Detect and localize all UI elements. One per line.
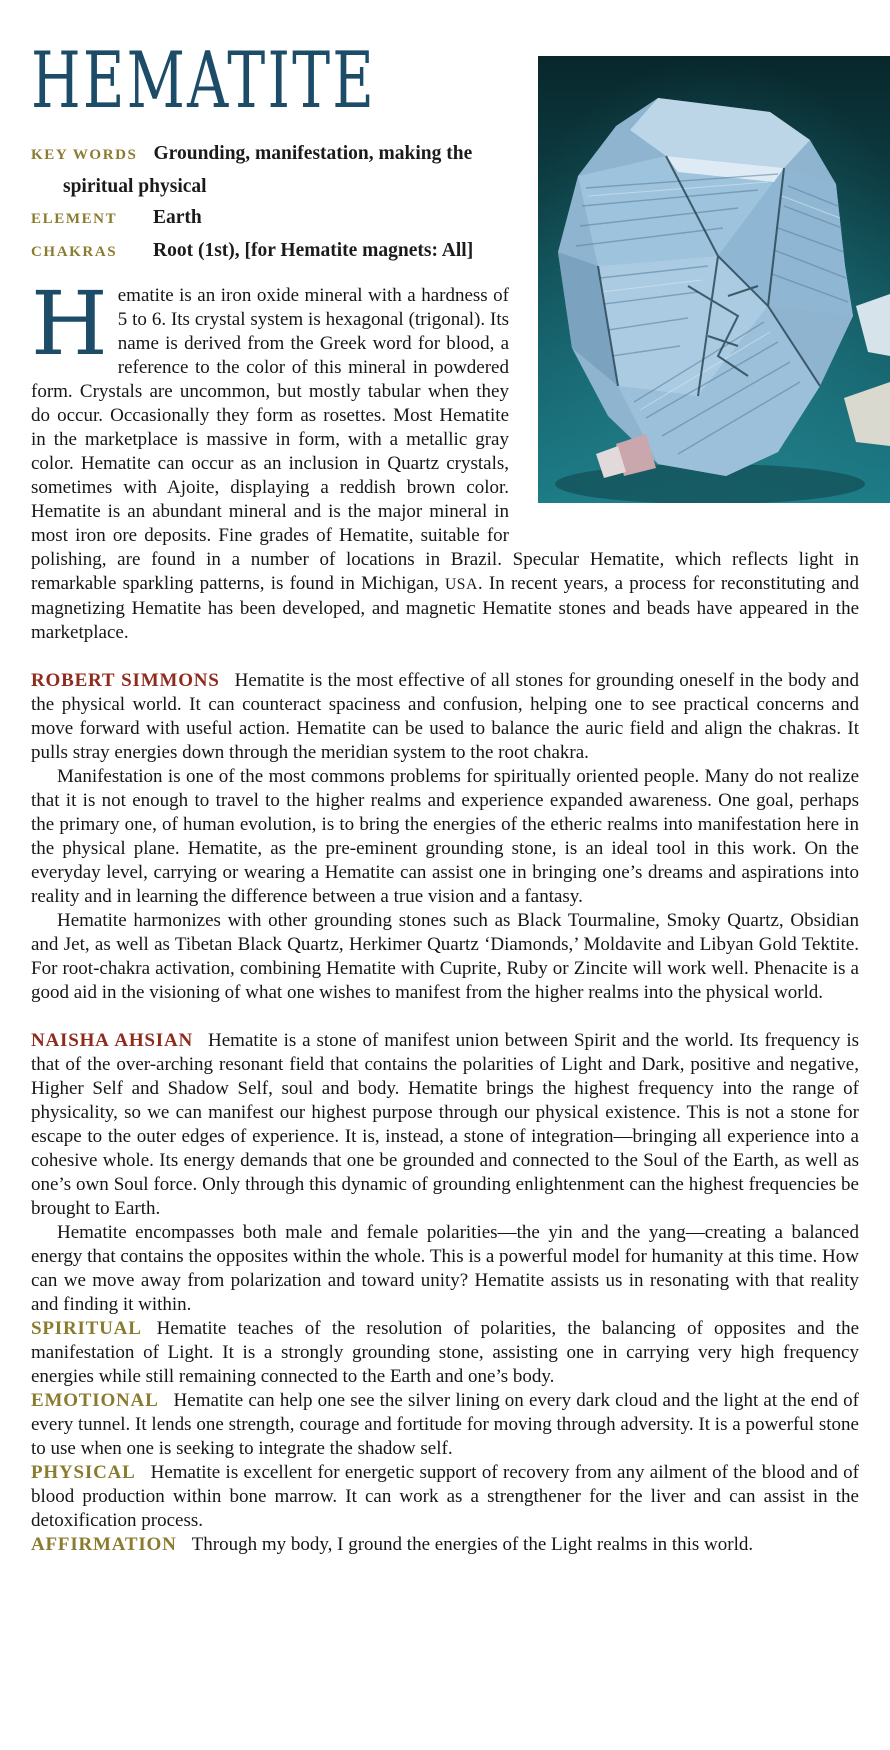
intro-usa: USA: [444, 576, 478, 593]
physical-paragraph: [31, 1461, 859, 1533]
hematite-photo: [538, 56, 890, 503]
meta-row-key-words: [31, 138, 483, 202]
physical-heading: PHYSICAL: [31, 1462, 136, 1483]
spiritual-heading: SPIRITUAL: [31, 1318, 142, 1339]
intro-text-1: ematite is an iron oxide mineral with a hardness of 5 to 6. Its crystal system is hexagonal (trigonal). Its name is derived from the Greek word for blood, a reference to the color of this mineral in powdered form. Crystals are uncommon, but mostly tabular when they do occur. Occasionally they form as rosettes. Most Hematite in the marketplace is massive in form, with a metallic gray color. Hematite can occur as an inclusion in Quartz crystals, sometimes with Ajoite, displaying a reddish brown color. Hematite is an abundant mineral and is the major mineral in most iron ore deposits. Fine grades of Hematite, suitable for polishing, are found in a number of locations in Brazil. Specular Hematite, which reflects light in remarkable sparkling patterns, is found in Michigan,: [31, 285, 859, 594]
section-gap: [31, 645, 859, 669]
spiritual-paragraph: [31, 1317, 859, 1389]
affirmation-heading: AFFIRMATION: [31, 1534, 177, 1555]
emotional-text: Hematite can help one see the silver lining on every dark cloud and the light at the end of every tunnel. It lends one strength, courage and fortitude for moving through adversity. It is a powerful stone to use when one is seeking to integrate the shadow self.: [31, 1390, 859, 1459]
element-value: Earth: [153, 207, 202, 228]
section-gap: [31, 1005, 859, 1029]
chakras-value: Root (1st), [for Hematite magnets: All]: [153, 240, 474, 261]
affirmation-paragraph: [31, 1533, 859, 1557]
robert-simmons-paragraph-1: [31, 669, 859, 765]
naisha-ahsian-paragraph-1: [31, 1029, 859, 1221]
key-words-label: KEY WORDS: [31, 147, 138, 163]
chakras-label: CHAKRAS: [31, 244, 118, 260]
emotional-paragraph: [31, 1389, 859, 1461]
affirmation-text: Through my body, I ground the energies of the Light realms in this world.: [191, 1534, 754, 1555]
physical-text: Hematite is excellent for energetic support of recovery from any ailment of the blood and of blood production within bone marrow. It can work as a strengthener for the liver and can assist in the detoxification process.: [31, 1462, 859, 1531]
spiritual-text: Hematite teaches of the resolution of polarities, the balancing of opposites and the manifestation of Light. It is a strongly grounding stone, assisting one in carrying very high frequency energies while still remaining connected to the Earth and one’s body.: [31, 1318, 859, 1387]
key-words-value: Grounding, manifestation, making the spiritual physical: [63, 143, 473, 197]
naisha-ahsian-paragraph-2: Hematite encompasses both male and female polarities—the yin and the yang—creating a balanced energy that contains the opposites within the whole. This is a powerful model for humanity at this time. How can we move away from polarization and toward unity? Hematite assists us in resonating with that reality and finding it within.: [31, 1222, 859, 1315]
robert-simmons-heading: ROBERT SIMMONS: [31, 670, 220, 691]
naisha-ahsian-text-1: Hematite is a stone of manifest union between Spirit and the world. Its frequency is that of the over-arching resonant field that contains the polarities of Light and Dark, positive and negative, Higher Self and Shadow Self, soul and body. Hematite brings the highest frequency into the range of physicality, so we can manifest our highest purpose through our physical existence. This is not a stone for escape to the outer edges of experience. It is, instead, a stone of integration—bringing all experience into a cohesive whole. Its energy demands that one be grounded and connected to the Soul of the Earth, as well as one’s own Soul force. Only through this dynamic of grounding enlightenment can the highest frequencies be brought to Earth.: [31, 1030, 859, 1219]
emotional-heading: EMOTIONAL: [31, 1390, 159, 1411]
drop-cap: H: [31, 272, 108, 375]
naisha-ahsian-heading: NAISHA AHSIAN: [31, 1030, 194, 1051]
intro-text-2: . In recent years, a process for reconstituting and magnetizing Hematite has been developed, and magnetic Hematite stones and beads have appeared in the marketplace.: [31, 573, 859, 643]
robert-simmons-paragraph-3: Hematite harmonizes with other grounding stones such as Black Tourmaline, Smoky Quartz, Obsidian and Jet, as well as Tibetan Black Quartz, Herkimer Quartz ‘Diamonds,’ Moldavite and Libyan Gold Tektite. For root-chakra activation, combining Hematite with Cuprite, Ruby or Zincite will work well. Phenacite is a good aid in the visioning of what one wishes to manifest from the higher realms into the physical world.: [31, 910, 859, 1003]
element-label: ELEMENT: [31, 211, 118, 227]
page-title: HEMATITE: [31, 36, 377, 126]
robert-simmons-paragraph-2: Manifestation is one of the most commons problems for spiritually oriented people. Many do not realize that it is not enough to travel to the higher realms and experience expanded awareness. One goal, perhaps the primary one, of human evolution, is to bring the energies of the etheric realms into manifestation here in the physical plane. Hematite, as the pre-eminent grounding stone, is an ideal tool in this work. On the everyday level, carrying or wearing a Hematite can assist one in bringing one’s dreams and aspirations into reality and in learning the difference between a true vision and a fantasy.: [31, 766, 859, 907]
hematite-crystal-illustration: [538, 56, 890, 503]
robert-simmons-text-1: Hematite is the most effective of all stones for grounding oneself in the body and the physical world. It can counteract spaciness and confusion, helping one to see practical concerns and move forward with useful action. Hematite can be used to balance the auric field and align the chakras. It pulls stray energies down through the meridian system to the root chakra.: [31, 670, 859, 763]
